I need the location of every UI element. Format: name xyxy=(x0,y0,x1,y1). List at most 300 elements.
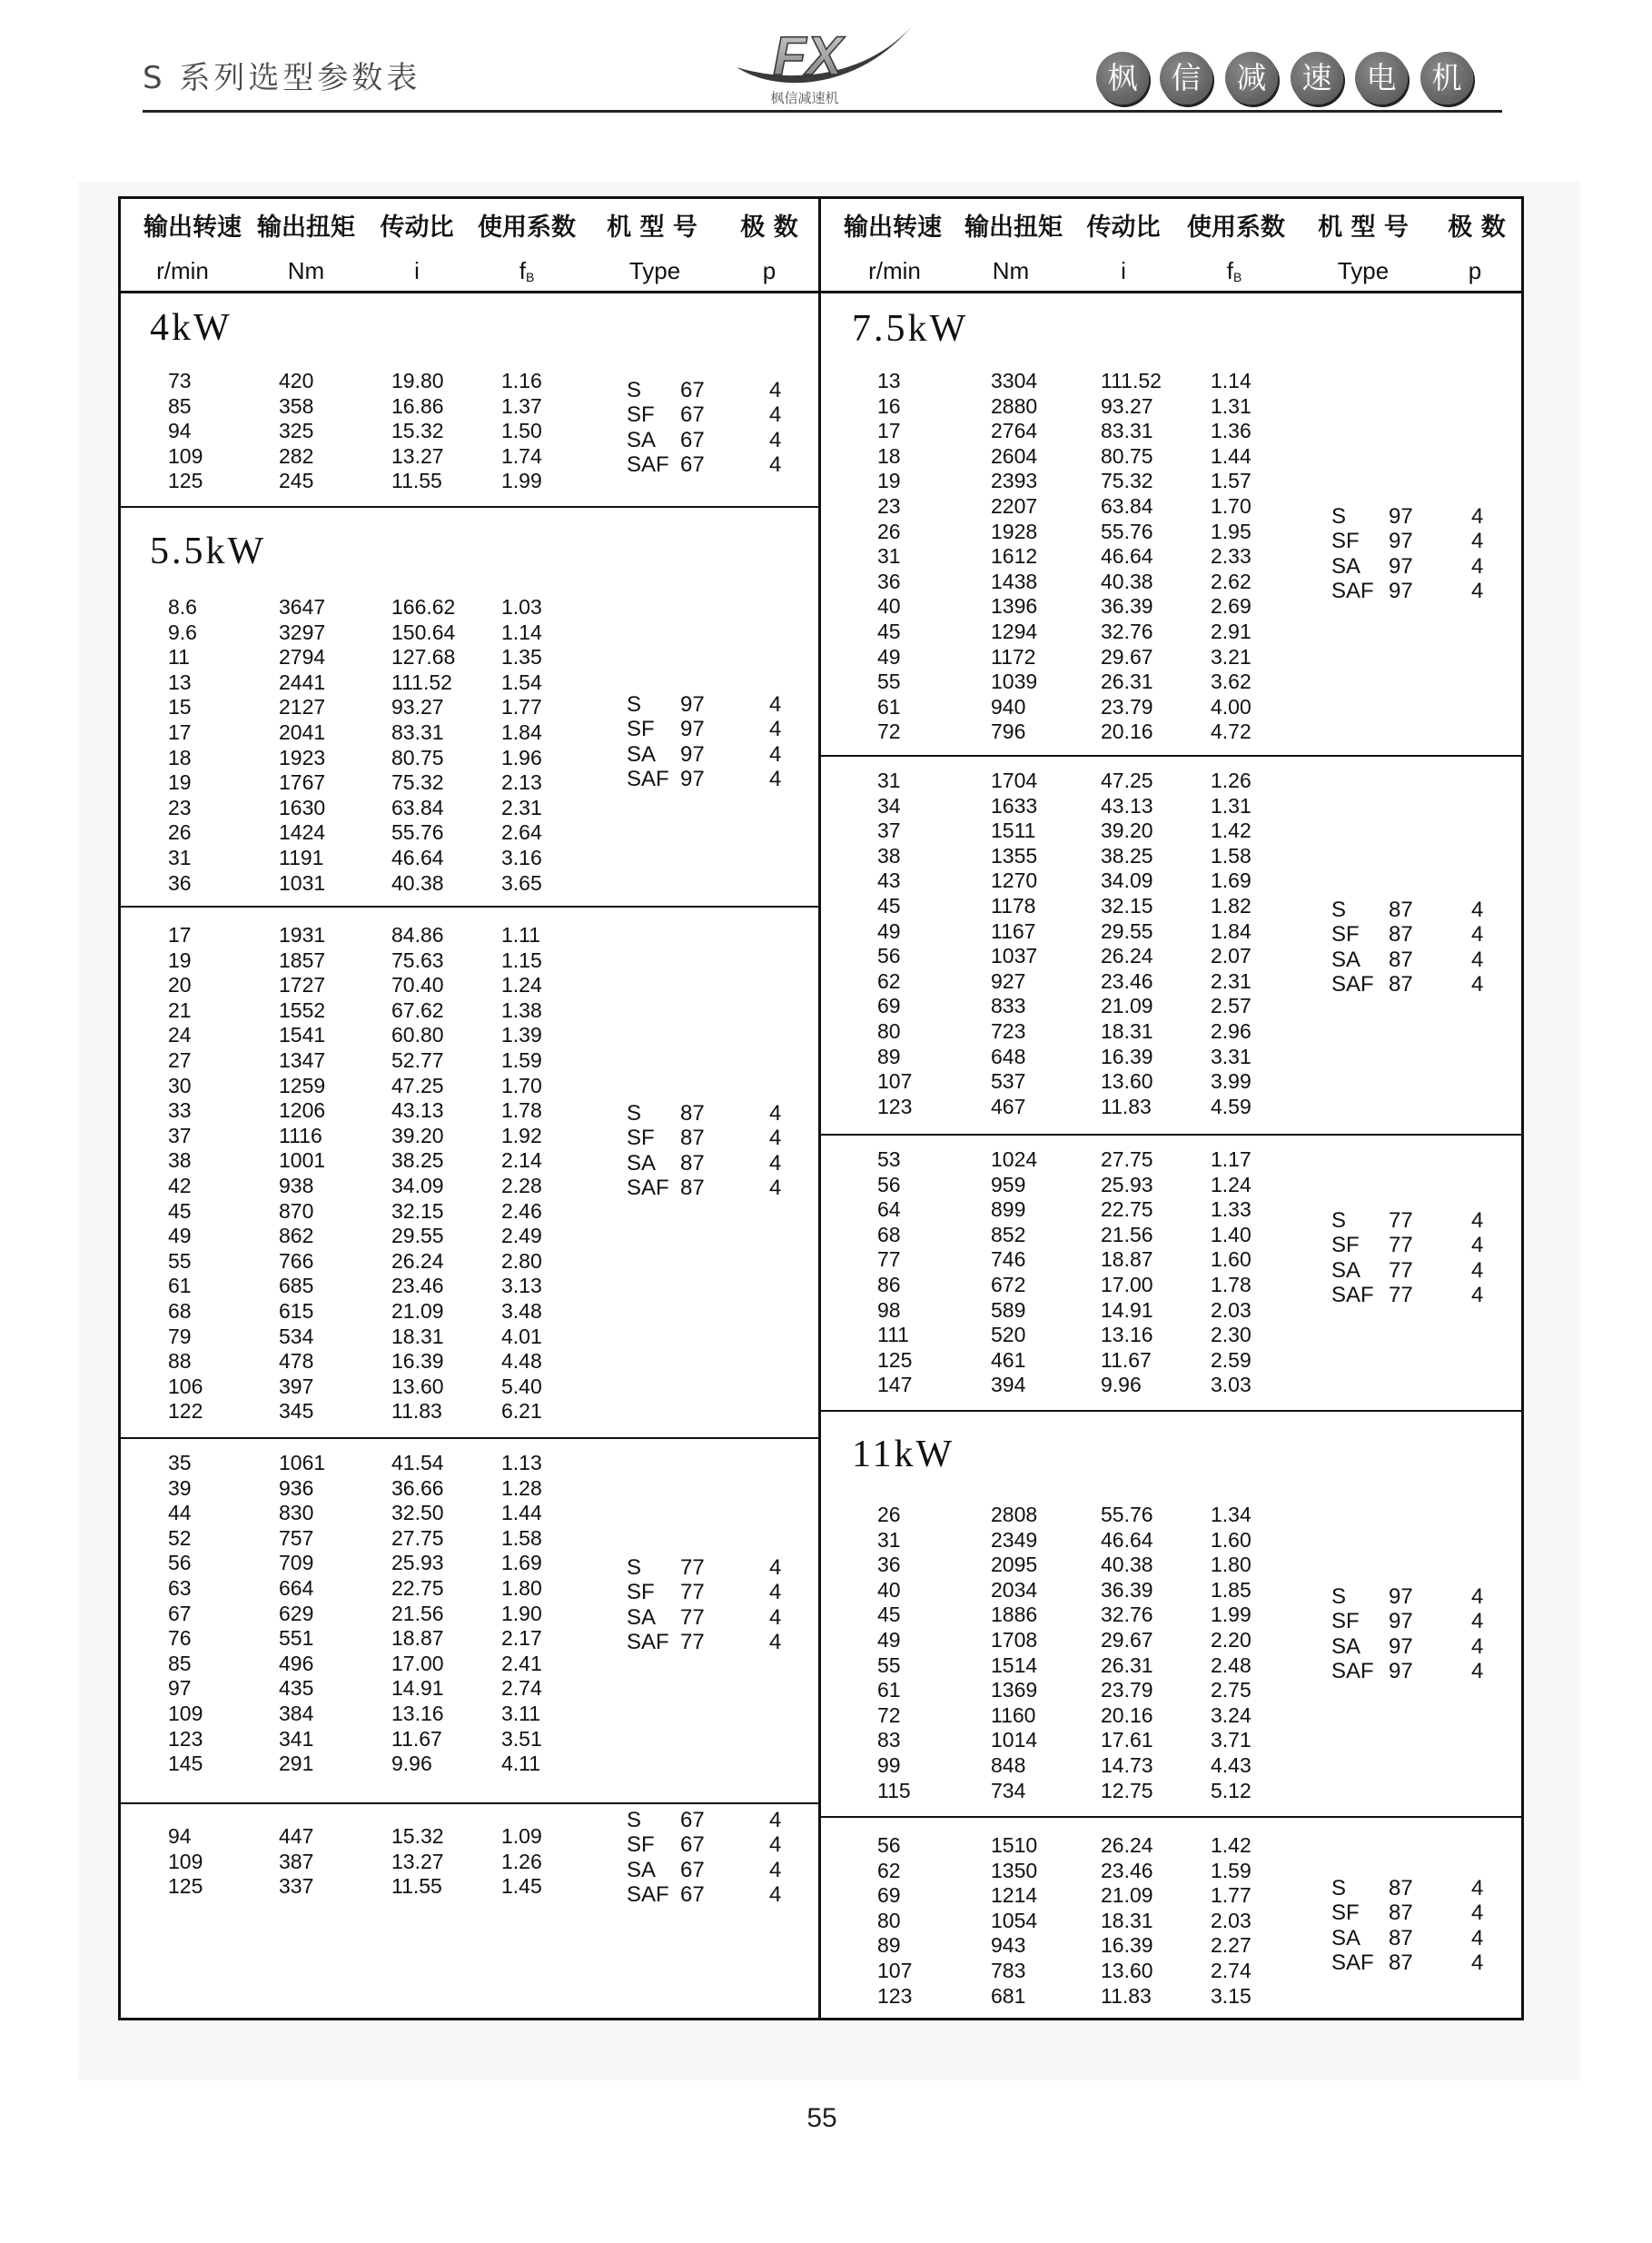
torque-value: 927 xyxy=(991,968,1026,993)
fb-value: 1.82 xyxy=(1211,894,1251,918)
ratio-value: 55.76 xyxy=(1101,519,1153,543)
type-p: 4 xyxy=(1471,971,1484,997)
ratio-value: 39.20 xyxy=(391,1123,444,1147)
ratio-value: 16.86 xyxy=(391,393,444,418)
torque-value: 1727 xyxy=(279,973,326,997)
torque-value: 1923 xyxy=(279,745,326,769)
speed-value: 53 xyxy=(877,1147,901,1171)
fb-value: 1.69 xyxy=(1211,868,1251,893)
ratio-value: 55.76 xyxy=(1101,1503,1153,1526)
type-size: 87 xyxy=(1389,922,1413,948)
speed-value: 61 xyxy=(877,1678,901,1702)
ratio-value: 36.39 xyxy=(1101,1577,1153,1602)
col-unit-torque: Nm xyxy=(287,257,325,284)
torque-value: 1191 xyxy=(279,846,324,869)
fb-value: 1.92 xyxy=(501,1123,542,1147)
type-size: 87 xyxy=(680,1175,705,1200)
torque-value: 2880 xyxy=(991,393,1038,418)
ratio-value: 40.38 xyxy=(391,870,444,895)
ratio-value: 111.52 xyxy=(1101,369,1162,392)
ratio-value: 13.16 xyxy=(1101,1323,1153,1347)
speed-value: 36 xyxy=(168,870,192,895)
torque-value: 2095 xyxy=(991,1553,1038,1577)
ratio-value: 18.31 xyxy=(1101,1019,1153,1043)
ratio-value: 27.75 xyxy=(1101,1147,1153,1171)
ratio-value: 80.75 xyxy=(391,745,444,769)
speed-value: 15 xyxy=(168,695,192,720)
speed-value: 89 xyxy=(877,1044,901,1068)
speed-value: 125 xyxy=(168,469,203,493)
fb-value: 1.77 xyxy=(501,695,542,720)
speed-value: 94 xyxy=(168,1824,192,1848)
speed-value: 68 xyxy=(877,1222,901,1246)
torque-value: 537 xyxy=(991,1069,1026,1094)
torque-value: 2207 xyxy=(991,494,1038,518)
type-p: 4 xyxy=(1471,529,1484,554)
torque-value: 796 xyxy=(991,720,1026,744)
ratio-value: 75.32 xyxy=(391,770,444,795)
torque-value: 664 xyxy=(279,1576,314,1600)
brand-char: 减 xyxy=(1225,52,1278,104)
col-header-ratio: 传动比 xyxy=(380,213,454,242)
type-entry xyxy=(118,1808,820,1833)
speed-value: 56 xyxy=(877,1172,901,1196)
type-name: S xyxy=(1331,1208,1347,1233)
fb-value: 3.31 xyxy=(1211,1044,1251,1068)
ratio-value: 55.76 xyxy=(391,820,444,845)
ratio-value: 63.84 xyxy=(1101,494,1153,518)
speed-value: 62 xyxy=(877,1858,901,1882)
torque-value: 1347 xyxy=(279,1048,326,1072)
fb-value: 2.41 xyxy=(501,1651,542,1675)
brand-char: 机 xyxy=(1420,52,1473,104)
type-size: 67 xyxy=(680,378,705,402)
fb-value: 2.64 xyxy=(501,820,542,845)
ratio-value: 84.86 xyxy=(391,923,444,947)
fb-value: 1.78 xyxy=(501,1098,542,1123)
speed-value: 40 xyxy=(877,594,901,619)
fb-value: 1.78 xyxy=(1211,1273,1251,1296)
brand-char: 速 xyxy=(1291,52,1343,104)
speed-value: 106 xyxy=(168,1374,203,1398)
torque-value: 358 xyxy=(279,393,314,418)
fb-value: 4.59 xyxy=(1211,1094,1251,1118)
ratio-value: 80.75 xyxy=(1101,443,1153,468)
torque-value: 1039 xyxy=(991,670,1038,694)
torque-value: 940 xyxy=(991,694,1026,719)
speed-value: 26 xyxy=(168,820,192,845)
torque-value: 1514 xyxy=(991,1652,1038,1677)
ratio-value: 26.24 xyxy=(1101,944,1153,968)
ratio-value: 111.52 xyxy=(391,670,452,694)
torque-value: 3297 xyxy=(279,620,326,644)
torque-value: 1172 xyxy=(991,644,1036,669)
type-p: 4 xyxy=(1471,1925,1484,1950)
ratio-value: 21.56 xyxy=(1101,1222,1153,1246)
type-p: 4 xyxy=(1471,1233,1484,1258)
type-name: SA xyxy=(1331,1925,1361,1950)
ratio-value: 20.16 xyxy=(1101,1702,1153,1727)
fb-value: 2.27 xyxy=(1211,1933,1251,1958)
speed-value: 122 xyxy=(168,1399,203,1424)
fb-value: 2.69 xyxy=(1211,594,1251,619)
ratio-value: 11.83 xyxy=(1101,1094,1152,1118)
speed-value: 19 xyxy=(877,469,901,493)
type-size: 77 xyxy=(680,1629,705,1654)
speed-value: 89 xyxy=(877,1933,901,1958)
ratio-value: 40.38 xyxy=(1101,569,1153,593)
fb-value: 1.77 xyxy=(1211,1883,1251,1908)
fb-value: 2.03 xyxy=(1211,1908,1251,1932)
fb-value: 1.28 xyxy=(501,1475,542,1500)
ratio-value: 18.87 xyxy=(391,1626,444,1651)
speed-value: 55 xyxy=(168,1248,192,1273)
speed-value: 80 xyxy=(877,1019,901,1043)
type-name: SF xyxy=(1331,529,1360,554)
type-p: 4 xyxy=(769,1175,782,1200)
page-title: S 系列选型参数表 xyxy=(143,60,421,96)
ratio-value: 166.62 xyxy=(391,595,456,619)
torque-value: 345 xyxy=(279,1399,314,1424)
fb-value: 1.45 xyxy=(501,1874,542,1899)
speed-value: 43 xyxy=(877,868,901,893)
type-size: 67 xyxy=(680,1808,705,1832)
type-entry xyxy=(820,1901,1524,1926)
brand-char: 电 xyxy=(1355,52,1408,104)
fb-value: 2.57 xyxy=(1211,994,1251,1018)
fb-value: 1.11 xyxy=(501,923,541,947)
torque-value: 1054 xyxy=(991,1908,1038,1932)
type-p: 4 xyxy=(769,741,782,767)
ratio-value: 16.39 xyxy=(1101,1933,1153,1958)
fb-value: 4.01 xyxy=(501,1324,542,1348)
table-row xyxy=(820,1832,1524,1858)
ratio-value: 47.25 xyxy=(391,1073,444,1097)
fb-value: 1.09 xyxy=(501,1824,542,1848)
ratio-value: 14.91 xyxy=(391,1676,444,1701)
ratio-value: 23.46 xyxy=(391,1274,444,1298)
ratio-value: 15.32 xyxy=(391,1824,444,1848)
speed-value: 125 xyxy=(168,1874,203,1899)
type-name: SA xyxy=(627,427,657,452)
type-p: 4 xyxy=(1471,947,1484,972)
torque-value: 1024 xyxy=(991,1147,1038,1171)
fb-value: 1.60 xyxy=(1211,1247,1251,1272)
fb-value: 3.21 xyxy=(1211,644,1251,669)
ratio-value: 13.27 xyxy=(391,443,444,468)
speed-value: 88 xyxy=(168,1349,192,1374)
torque-value: 1704 xyxy=(991,769,1038,792)
fb-value: 1.40 xyxy=(1211,1222,1251,1246)
speed-value: 98 xyxy=(877,1297,901,1322)
ratio-value: 17.00 xyxy=(391,1651,444,1675)
ratio-value: 93.27 xyxy=(391,695,444,720)
torque-value: 1031 xyxy=(279,870,326,895)
fb-value: 1.44 xyxy=(1211,443,1251,468)
type-size: 97 xyxy=(1389,1633,1413,1659)
speed-value: 44 xyxy=(168,1501,192,1525)
ratio-value: 41.54 xyxy=(391,1451,444,1474)
speed-value: 36 xyxy=(877,569,901,593)
fb-value: 1.24 xyxy=(501,973,542,997)
fb-value: 5.12 xyxy=(1211,1778,1251,1802)
speed-value: 55 xyxy=(877,670,901,694)
ratio-value: 17.00 xyxy=(1101,1273,1153,1296)
type-p: 4 xyxy=(769,717,782,742)
torque-value: 833 xyxy=(991,994,1026,1018)
brand-char: 信 xyxy=(1160,52,1212,104)
speed-value: 85 xyxy=(168,393,192,418)
speed-value: 26 xyxy=(877,1503,901,1526)
speed-value: 30 xyxy=(168,1073,192,1097)
speed-value: 38 xyxy=(168,1148,192,1173)
brand-char: 枫 xyxy=(1096,52,1149,104)
speed-value: 76 xyxy=(168,1626,192,1651)
col-unit-type: Type xyxy=(628,257,681,284)
fb-value: 2.46 xyxy=(501,1198,542,1223)
speed-value: 123 xyxy=(877,1983,913,2008)
fb-value: 1.95 xyxy=(1211,519,1251,543)
torque-value: 2349 xyxy=(991,1527,1038,1552)
type-p: 4 xyxy=(1471,1950,1484,1975)
col-header-output-torque: 输出扭矩 xyxy=(964,213,1063,242)
fb-value: 1.42 xyxy=(1211,819,1251,843)
speed-value: 72 xyxy=(877,720,901,744)
fb-value: 1.14 xyxy=(501,620,542,644)
col-unit-speed: r/min xyxy=(156,257,209,284)
speed-value: 49 xyxy=(877,918,901,943)
type-p: 4 xyxy=(1471,1282,1484,1307)
ratio-value: 11.67 xyxy=(1101,1347,1152,1372)
ratio-value: 27.75 xyxy=(391,1525,444,1550)
speed-value: 35 xyxy=(168,1451,192,1474)
unit-f: f xyxy=(519,257,526,284)
speed-value: 123 xyxy=(877,1094,913,1118)
speed-value: 107 xyxy=(877,1959,913,1982)
torque-value: 1928 xyxy=(991,519,1038,543)
torque-value: 870 xyxy=(279,1198,314,1223)
torque-value: 394 xyxy=(991,1373,1026,1397)
fb-value: 1.84 xyxy=(501,720,542,744)
fb-value: 2.20 xyxy=(1211,1628,1251,1652)
type-size: 97 xyxy=(1389,1658,1413,1683)
ratio-value: 26.24 xyxy=(1101,1833,1153,1857)
fb-value: 2.03 xyxy=(1211,1297,1251,1322)
ratio-value: 13.16 xyxy=(391,1702,444,1725)
torque-value: 337 xyxy=(279,1874,314,1899)
fb-value: 1.58 xyxy=(1211,843,1251,868)
fb-value: 1.84 xyxy=(1211,918,1251,943)
torque-value: 1396 xyxy=(991,594,1038,619)
col-header-model: 机 型 号 xyxy=(1318,213,1409,242)
speed-value: 99 xyxy=(877,1753,901,1777)
fb-value: 1.31 xyxy=(1211,393,1251,418)
ratio-value: 32.76 xyxy=(1101,1603,1153,1627)
fx-logo-icon xyxy=(731,22,913,94)
torque-value: 2794 xyxy=(279,645,326,670)
fb-value: 2.17 xyxy=(501,1626,542,1651)
type-size: 67 xyxy=(680,427,705,452)
ratio-value: 17.61 xyxy=(1101,1728,1153,1752)
type-name: SA xyxy=(1331,1257,1361,1283)
torque-value: 1767 xyxy=(279,770,326,795)
type-size: 87 xyxy=(1389,971,1413,997)
torque-value: 1511 xyxy=(991,819,1036,843)
type-p: 4 xyxy=(1471,1658,1484,1683)
col-header-service-factor: 使用系数 xyxy=(1187,213,1285,242)
ratio-value: 46.64 xyxy=(1101,1527,1153,1552)
type-name: S xyxy=(1331,1584,1347,1609)
type-name: SA xyxy=(1331,553,1361,579)
fb-value: 1.60 xyxy=(1211,1527,1251,1552)
type-size: 97 xyxy=(1389,553,1413,579)
speed-value: 77 xyxy=(877,1247,901,1272)
fb-value: 4.11 xyxy=(501,1752,541,1776)
speed-value: 39 xyxy=(168,1475,192,1500)
col-header-output-speed: 输出转速 xyxy=(844,213,942,242)
fb-value: 1.99 xyxy=(1211,1603,1251,1627)
fb-value: 1.13 xyxy=(501,1451,542,1474)
type-p: 4 xyxy=(769,378,782,402)
fb-value: 1.59 xyxy=(1211,1858,1251,1882)
type-p: 4 xyxy=(769,1881,782,1907)
col-unit-torque: Nm xyxy=(992,257,1030,284)
torque-value: 1014 xyxy=(991,1728,1038,1752)
type-entry xyxy=(820,1950,1524,1976)
type-size: 77 xyxy=(1389,1233,1413,1258)
torque-value: 420 xyxy=(279,369,314,392)
torque-value: 447 xyxy=(279,1824,314,1848)
ratio-value: 127.68 xyxy=(391,645,456,670)
type-size: 77 xyxy=(1389,1257,1413,1283)
torque-value: 1167 xyxy=(991,918,1036,943)
torque-value: 685 xyxy=(279,1274,314,1298)
type-size: 67 xyxy=(680,1881,705,1907)
speed-value: 45 xyxy=(168,1198,192,1223)
speed-value: 18 xyxy=(877,443,901,468)
ratio-value: 25.93 xyxy=(1101,1172,1153,1196)
type-name: SAF xyxy=(627,766,669,791)
speed-value: 17 xyxy=(877,419,901,443)
fb-value: 2.74 xyxy=(1211,1959,1251,1982)
type-size: 77 xyxy=(1389,1208,1413,1233)
fb-value: 2.75 xyxy=(1211,1678,1251,1702)
speed-value: 56 xyxy=(877,944,901,968)
fb-value: 2.48 xyxy=(1211,1652,1251,1677)
fb-value: 4.00 xyxy=(1211,694,1251,719)
ratio-value: 18.87 xyxy=(1101,1247,1153,1272)
speed-value: 68 xyxy=(168,1299,192,1323)
fb-value: 2.30 xyxy=(1211,1323,1251,1347)
fb-value: 2.31 xyxy=(501,795,542,819)
type-name: SAF xyxy=(1331,971,1374,997)
unit-subscript: B xyxy=(1232,270,1242,284)
torque-value: 325 xyxy=(279,419,314,443)
type-p: 4 xyxy=(769,1604,782,1630)
unit-f: f xyxy=(1226,257,1233,284)
torque-value: 615 xyxy=(279,1299,314,1323)
fb-value: 2.31 xyxy=(1211,968,1251,993)
speed-value: 109 xyxy=(168,443,203,468)
ratio-value: 15.32 xyxy=(391,419,444,443)
fb-value: 2.14 xyxy=(501,1148,542,1173)
speed-value: 61 xyxy=(168,1274,192,1298)
type-size: 77 xyxy=(1389,1282,1413,1307)
ratio-value: 29.67 xyxy=(1101,644,1153,669)
speed-value: 24 xyxy=(168,1023,192,1047)
type-p: 4 xyxy=(769,1857,782,1882)
torque-value: 783 xyxy=(991,1959,1026,1982)
speed-value: 86 xyxy=(877,1273,901,1296)
type-p: 4 xyxy=(1471,1257,1484,1283)
speed-value: 21 xyxy=(168,997,192,1022)
speed-value: 94 xyxy=(168,419,192,443)
torque-value: 830 xyxy=(279,1501,314,1525)
speed-value: 64 xyxy=(877,1197,901,1222)
torque-value: 435 xyxy=(279,1676,314,1701)
fb-value: 1.35 xyxy=(501,645,542,670)
type-p: 4 xyxy=(769,1832,782,1858)
type-p: 4 xyxy=(769,427,782,452)
speed-value: 8.6 xyxy=(168,595,197,619)
type-size: 77 xyxy=(680,1580,705,1605)
fb-value: 1.15 xyxy=(501,948,542,972)
torque-value: 291 xyxy=(279,1752,314,1776)
speed-value: 107 xyxy=(877,1069,913,1094)
fb-value: 5.40 xyxy=(501,1374,542,1398)
torque-value: 1061 xyxy=(279,1451,326,1474)
type-p: 4 xyxy=(1471,898,1484,922)
torque-value: 397 xyxy=(279,1374,314,1398)
speed-value: 72 xyxy=(877,1702,901,1727)
speed-value: 109 xyxy=(168,1849,203,1873)
speed-value: 85 xyxy=(168,1651,192,1675)
fb-value: 1.24 xyxy=(1211,1172,1251,1196)
speed-value: 36 xyxy=(877,1553,901,1577)
type-entry xyxy=(118,1832,820,1858)
fb-value: 1.74 xyxy=(501,443,542,468)
ratio-value: 43.13 xyxy=(391,1098,444,1123)
type-size: 97 xyxy=(1389,1584,1413,1609)
ratio-value: 83.31 xyxy=(1101,419,1153,443)
fb-value: 1.17 xyxy=(1211,1147,1251,1171)
torque-value: 461 xyxy=(991,1347,1026,1372)
fb-value: 1.16 xyxy=(501,369,542,392)
col-header-model: 机 型 号 xyxy=(607,213,697,242)
ratio-value: 11.67 xyxy=(391,1726,442,1751)
fb-value: 3.15 xyxy=(1211,1983,1251,2008)
speed-value: 97 xyxy=(168,1676,192,1701)
type-p: 4 xyxy=(769,402,782,428)
torque-value: 1708 xyxy=(991,1628,1038,1652)
ratio-value: 18.31 xyxy=(1101,1908,1153,1932)
speed-value: 40 xyxy=(877,1577,901,1602)
ratio-value: 13.60 xyxy=(391,1374,444,1398)
ratio-value: 19.80 xyxy=(391,369,444,392)
type-name: S xyxy=(627,1555,642,1580)
power-heading: 5.5kW xyxy=(150,531,267,572)
ratio-value: 25.93 xyxy=(391,1551,444,1575)
power-heading: 11kW xyxy=(852,1434,955,1475)
ratio-value: 70.40 xyxy=(391,973,444,997)
type-name: SAF xyxy=(1331,1282,1374,1307)
torque-value: 3304 xyxy=(991,369,1038,392)
ratio-value: 36.39 xyxy=(1101,594,1153,619)
type-name: SAF xyxy=(1331,1950,1374,1975)
torque-value: 1350 xyxy=(991,1858,1038,1882)
fb-value: 1.80 xyxy=(501,1576,542,1600)
speed-value: 49 xyxy=(877,1628,901,1652)
